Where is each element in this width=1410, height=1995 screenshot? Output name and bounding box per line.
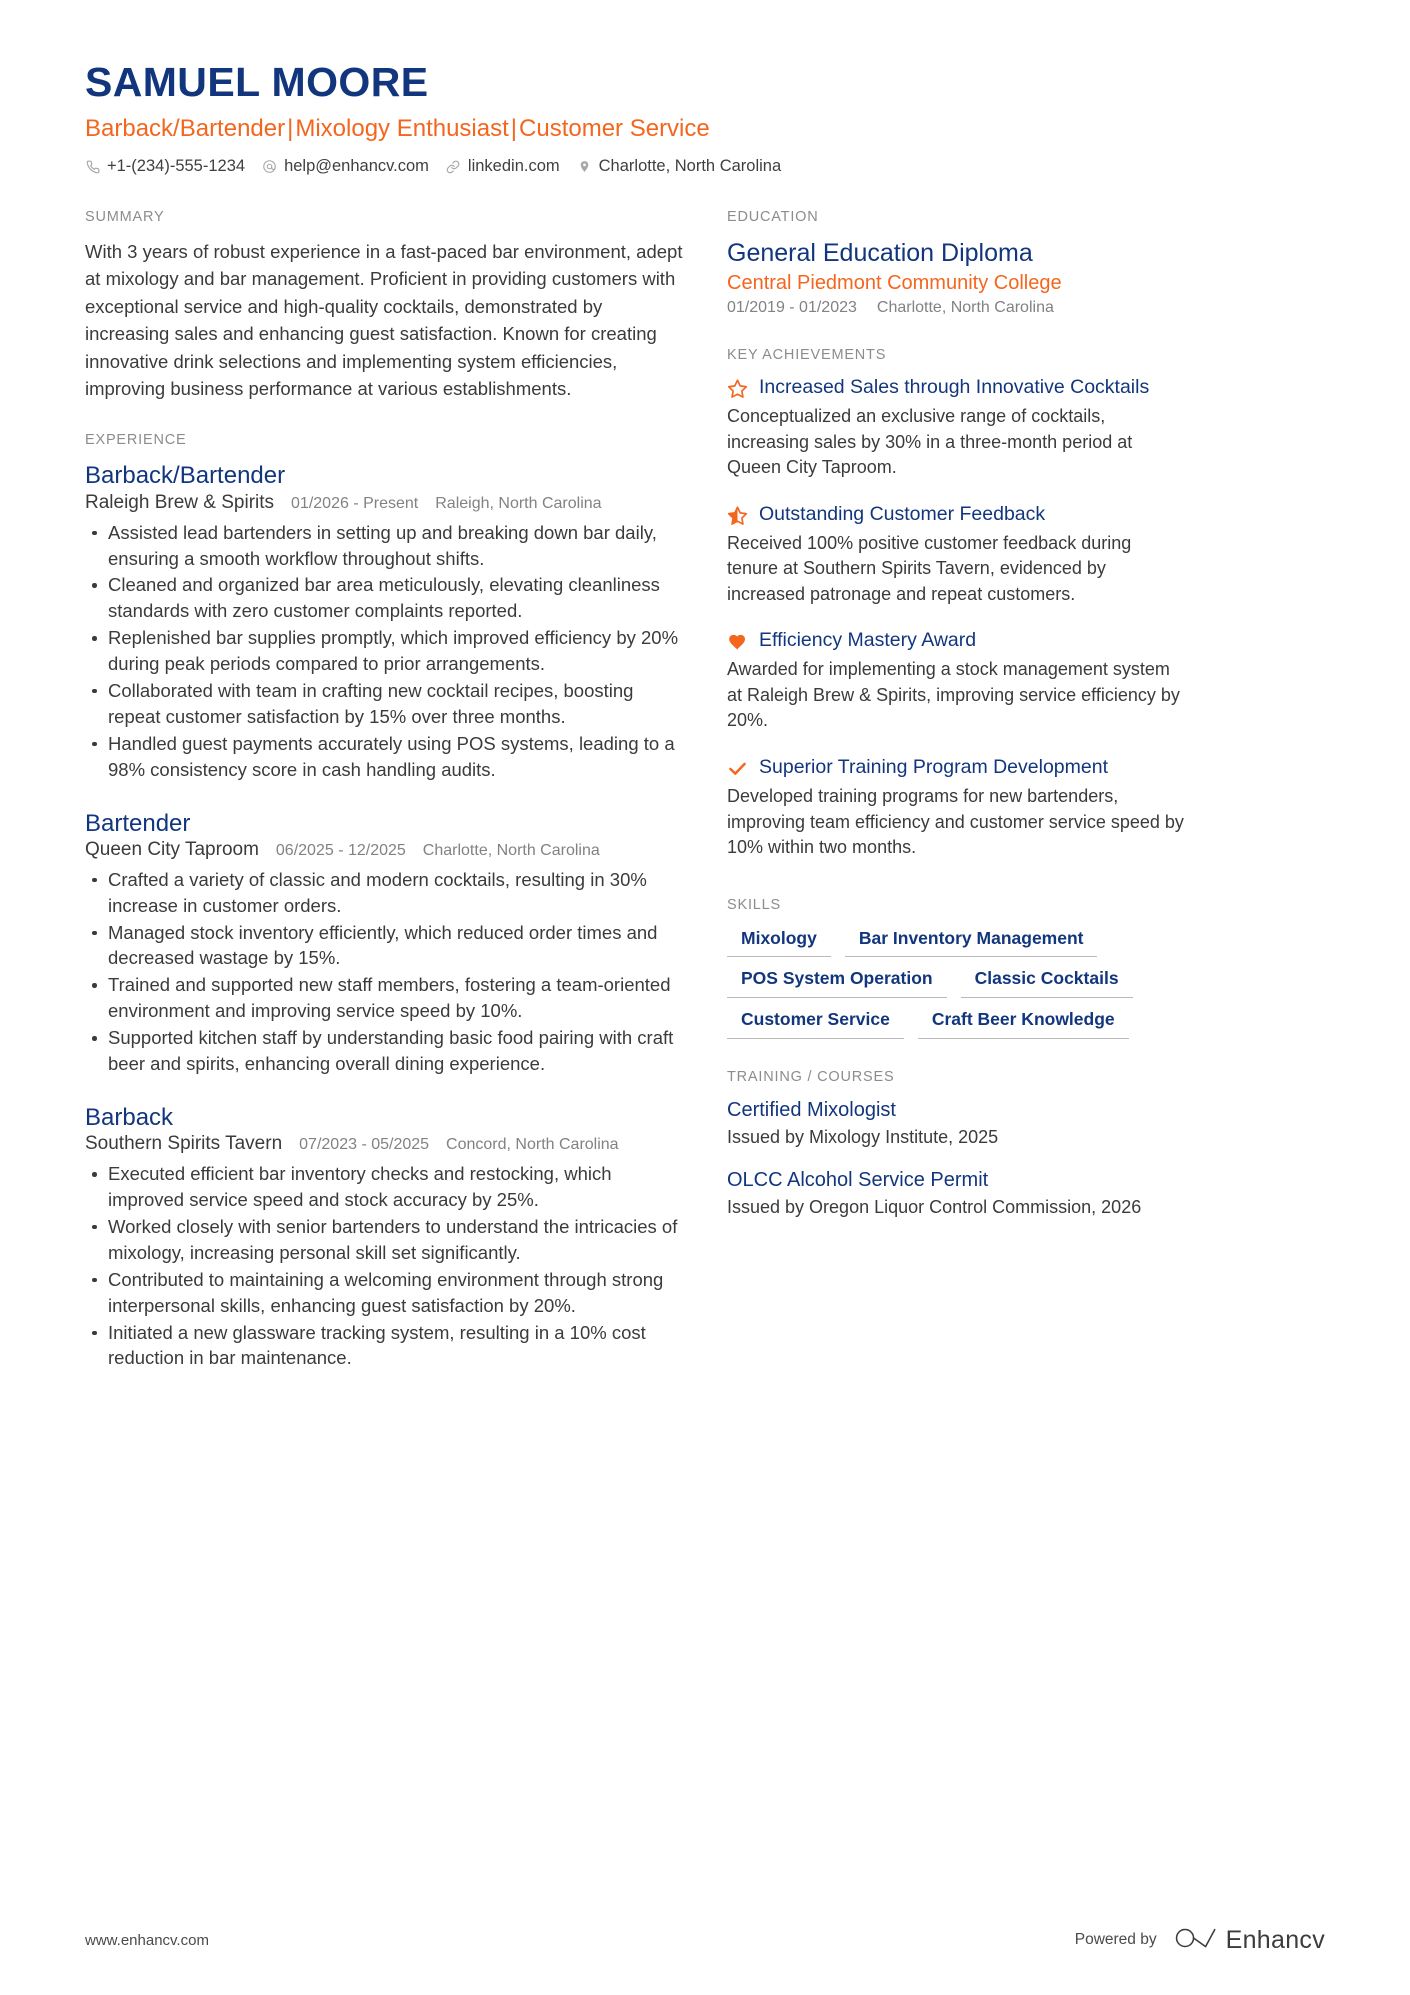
achievement-header (727, 376, 1185, 400)
skills-list (727, 926, 1185, 1039)
left-column (85, 209, 685, 1397)
training-item (727, 1098, 1185, 1151)
education-school: Central Piedmont Community College (727, 272, 1062, 295)
email-icon (262, 159, 277, 174)
job-bullet: Contributed to maintaining a welcoming environment through strong interpersonal skills, enhancing guest satisfaction by 20%. (85, 1267, 685, 1319)
job-bullet: Collaborated with team in crafting new cocktail recipes, boosting repeat customer satisfaction by 15% over three months. (85, 678, 685, 730)
achievement-item (727, 376, 1185, 481)
skill-tag: Mixology (727, 926, 831, 958)
achievement-description: Received 100% positive customer feedback during tenure at Southern Spirits Tavern, evidenced by increased patronage and repeat customers. (727, 532, 1132, 604)
contact-phone-text: +1-(234)-555-1234 (107, 157, 246, 176)
skill-tag: Craft Beer Knowledge (918, 1007, 1129, 1039)
training-section (727, 1069, 1185, 1221)
footer-url[interactable]: www.enhancv.com (85, 1931, 209, 1949)
brand-name: Enhancv (1225, 1925, 1325, 1954)
job-title: Bartender (85, 809, 191, 837)
job-bullet: Initiated a new glassware tracking system, resulting in a 10% cost reduction in bar maintenance. (85, 1320, 685, 1372)
key-achievements-section (727, 347, 1185, 861)
achievement-item (727, 756, 1185, 861)
job-dates: 06/2025 - 12/2025 (275, 841, 406, 859)
skill-tag: Classic Cocktails (961, 966, 1133, 998)
enhancv-logo (1175, 1926, 1325, 1955)
star-outline-icon (727, 377, 748, 400)
achievement-title: Increased Sales through Innovative Cocktails (759, 376, 1150, 399)
powered-by-label: Powered by (1074, 1931, 1157, 1948)
summary-section-title: SUMMARY (85, 209, 165, 226)
job-bullet: Handled guest payments accurately using POS systems, leading to a 98% consistency score in cash handling audits. (85, 731, 685, 783)
contact-row (85, 157, 1325, 176)
job-bullet: Cleaned and organized bar area meticulously, elevating cleanliness standards with zero customer complaints reported. (85, 572, 685, 624)
education-meta (727, 299, 1185, 317)
contact-location-text: Charlotte, North Carolina (598, 157, 782, 176)
skills-section-title: SKILLS (727, 896, 781, 913)
headline-part-2: Mixology Enthusiast (295, 115, 509, 143)
training-issuer: Issued by Oregon Liquor Control Commission, 2026 (727, 1197, 1142, 1218)
job-bullets (85, 1161, 685, 1371)
footer-brand (1075, 1926, 1325, 1955)
achievement-item (727, 503, 1185, 608)
job-bullet: Supported kitchen staff by understanding basic food pairing with craft beer and spirits, enhancing overall dining experience. (85, 1025, 685, 1077)
achievement-header (727, 503, 1185, 527)
contact-email-text: help@enhancv.com (284, 157, 429, 176)
job-title: Barback (85, 1103, 174, 1131)
summary-section (85, 209, 685, 402)
achievement-title: Superior Training Program Development (759, 756, 1109, 779)
headline-separator: | (287, 115, 294, 143)
link-icon (446, 159, 461, 174)
job-dates: 01/2026 - Present (291, 494, 419, 512)
check-icon (727, 757, 748, 780)
job-location: Concord, North Carolina (446, 1136, 619, 1154)
achievement-header (727, 756, 1185, 780)
spacer (85, 402, 685, 432)
education-location: Charlotte, North Carolina (876, 299, 1054, 317)
job-location: Charlotte, North Carolina (422, 841, 600, 859)
achievement-title: Efficiency Mastery Award (759, 629, 977, 652)
experience-item (85, 461, 685, 782)
job-company: Queen City Taproom (85, 838, 259, 860)
experience-item (85, 809, 685, 1077)
star-half-filled-icon (727, 504, 748, 527)
spacer (727, 883, 1185, 897)
job-bullet: Replenished bar supplies promptly, which improved efficiency by 20% during peak periods compared to prior arrangements. (85, 625, 685, 677)
resume-body (85, 209, 1325, 1397)
job-company: Raleigh Brew & Spirits (85, 491, 275, 513)
job-bullet: Crafted a variety of classic and modern cocktails, resulting in 30% increase in customer orders. (85, 867, 685, 919)
job-title: Barback/Bartender (85, 462, 286, 490)
headline-part-1: Barback/Bartender (85, 115, 286, 143)
spacer (727, 317, 1185, 347)
spacer (727, 1039, 1185, 1069)
skills-section (727, 897, 1185, 1039)
job-bullet: Managed stock inventory efficiently, which reduced order times and decreased wastage by 15%. (85, 920, 685, 972)
heart-icon (727, 630, 748, 653)
experience-item (85, 1103, 685, 1371)
page-footer (0, 1885, 1410, 1995)
summary-text: With 3 years of robust experience in a fast-paced bar environment, adept at mixology and bar management. Proficient in providing customers with exceptional service and high-quality cocktails, demonstrated by increasing sales and enhancing guest satisfaction. Known for creating innovative drink selections and implementing system efficiencies, improving business performance at various establishments. (85, 241, 683, 399)
job-bullets (85, 867, 685, 1077)
contact-link-text: linkedin.com (467, 157, 560, 176)
achievement-description: Conceptualized an exclusive range of cocktails, increasing sales by 30% in a three-month period at Queen City Taproom. (727, 406, 1133, 478)
achievement-title: Outstanding Customer Feedback (759, 502, 1046, 525)
job-bullet: Executed efficient bar inventory checks and restocking, which improved service speed and stock accuracy by 25%. (85, 1161, 685, 1213)
experience-section (85, 432, 685, 1371)
training-section-title: TRAINING / COURSES (727, 1068, 895, 1085)
education-section (727, 209, 1185, 317)
professional-headline (85, 114, 1325, 144)
contact-email[interactable] (262, 157, 429, 176)
education-item (727, 238, 1185, 317)
education-section-title: EDUCATION (727, 209, 819, 226)
headline-part-3: Customer Service (519, 115, 710, 143)
experience-section-title: EXPERIENCE (85, 432, 187, 449)
achievement-header (727, 629, 1185, 653)
training-title: Certified Mixologist (727, 1098, 896, 1121)
achievement-description: Developed training programs for new bartenders, improving team efficiency and customer service speed by 10% within two months. (727, 786, 1184, 858)
right-column (727, 209, 1185, 1239)
job-bullet: Worked closely with senior bartenders to understand the intricacies of mixology, increasing personal skill set significantly. (85, 1214, 685, 1266)
page-title: SAMUEL MOORE (85, 59, 429, 105)
contact-link[interactable] (446, 157, 560, 176)
infinity-logo-icon (1175, 1926, 1217, 1955)
job-meta (85, 492, 685, 514)
training-issuer: Issued by Mixology Institute, 2025 (727, 1126, 999, 1147)
skill-tag: Customer Service (727, 1007, 904, 1039)
resume-header (85, 60, 1325, 176)
training-title: OLCC Alcohol Service Permit (727, 1169, 989, 1192)
job-meta (85, 1133, 685, 1155)
education-degree: General Education Diploma (727, 239, 1033, 268)
contact-phone[interactable] (85, 157, 245, 176)
achievement-description: Awarded for implementing a stock management system at Raleigh Brew & Spirits, improving service efficiency by 20%. (727, 659, 1180, 731)
skill-tag: POS System Operation (727, 966, 947, 998)
phone-icon (85, 159, 100, 174)
job-dates: 07/2023 - 05/2025 (299, 1136, 430, 1154)
headline-separator: | (510, 115, 518, 143)
job-bullet: Assisted lead bartenders in setting up and breaking down bar daily, ensuring a smooth workflow throughout shifts. (85, 520, 685, 572)
skill-tag: Bar Inventory Management (845, 926, 1098, 958)
education-dates: 01/2019 - 01/2023 (727, 299, 857, 317)
achievement-item (727, 629, 1185, 734)
contact-location (577, 157, 782, 176)
training-item (727, 1168, 1185, 1221)
job-bullets (85, 520, 685, 783)
job-company: Southern Spirits Tavern (85, 1133, 283, 1155)
job-location: Raleigh, North Carolina (435, 494, 602, 512)
job-bullet: Trained and supported new staff members, fostering a team-oriented environment and improving service speed by 10%. (85, 972, 685, 1024)
key-achievements-section-title: KEY ACHIEVEMENTS (727, 347, 887, 364)
job-meta (85, 839, 685, 861)
location-pin-icon (577, 159, 592, 174)
